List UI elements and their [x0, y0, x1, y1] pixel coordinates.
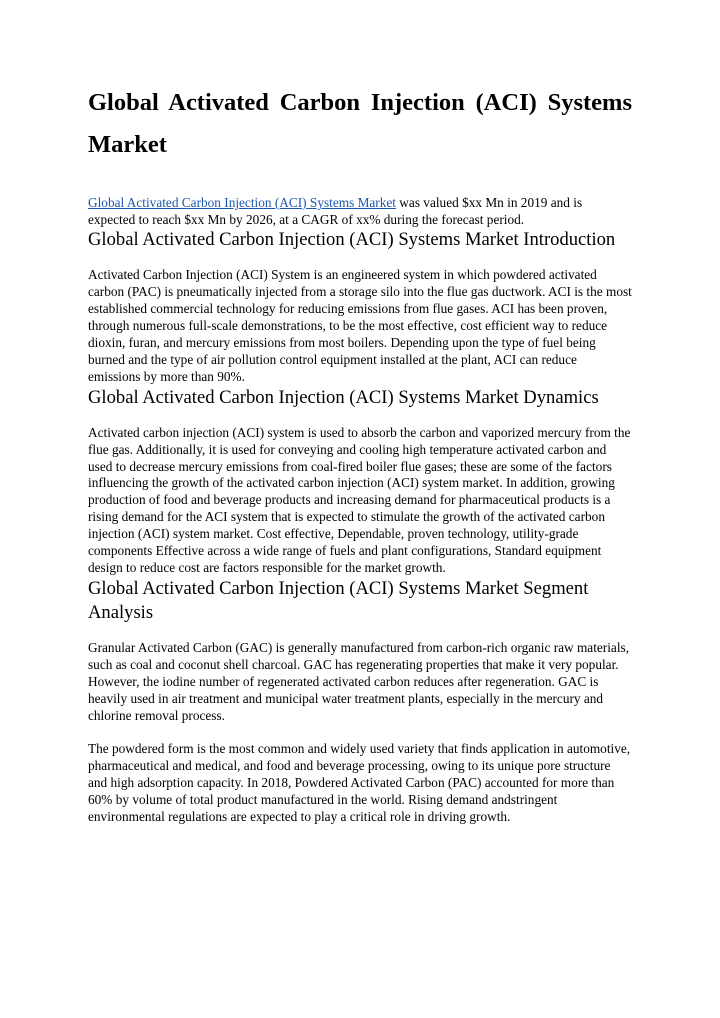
intro-paragraph	[88, 194, 632, 228]
section-segment-analysis	[88, 577, 632, 826]
page-title: Global Activated Carbon Injection (ACI) Systems Market	[88, 89, 632, 158]
market-report-link[interactable]: Global Activated Carbon Injection (ACI) Systems Market	[88, 195, 396, 210]
segment-paragraph-gac: Granular Activated Carbon (GAC) is generally manufactured from carbon-rich organic raw materials, such as coal and coconut shell charcoal. GAC has regenerating properties that make it very popular. However, the iodine number of regenerated activated carbon reduces after regeneration. GAC is heavily used in air treatment and municipal water treatment plants, especially in the mercury and chlorine removal process.	[88, 639, 630, 723]
section-heading-dynamics: Global Activated Carbon Injection (ACI) Systems Market Dynamics	[88, 386, 599, 408]
section-heading-introduction: Global Activated Carbon Injection (ACI) Systems Market Introduction	[88, 229, 616, 251]
introduction-paragraph: Activated Carbon Injection (ACI) System is an engineered system in which powdered activated carbon (PAC) is pneumatically injected from a storage silo into the flue gas ductwork. ACI is the most established commercial technology for reducing emissions from flue gases. ACI has been proven, through numerous full-scale demonstrations, to be the most effective, cost efficient way to reduce dioxin, furan, and mercury emissions from most boilers. Depending upon the type of fuel being burned and the type of air pollution control equipment installed at the plant, ACI can reduce emissions by more than 90%.	[88, 267, 632, 384]
section-introduction	[88, 228, 632, 385]
dynamics-paragraph: Activated carbon injection (ACI) system is used to absorb the carbon and vaporized mercury from the flue gas. Additionally, it is used for conveying and cooling high temperature activated carbon and used to decrease mercury emissions from coal-fired boiler flue gases; these are some of the factors influencing the growth of the activated carbon injection (ACI) system market. In addition, growing production of food and beverage products and increasing demand for pharmaceutical products is a rising demand for the ACI system that is expected to stimulate the growth of the activated carbon injection (ACI) system market. Cost effective, Dependable, proven technology, utility-grade components Effective across a wide range of fuels and plant configurations, Standard equipment design to reduce cost are factors responsible for the market growth.	[88, 424, 631, 575]
intro-text: was valued $xx Mn in 2019 and is expected to reach $xx Mn by 2026, at a CAGR of xx% during the forecast period.	[88, 195, 583, 228]
section-heading-segment-analysis: Global Activated Carbon Injection (ACI) Systems Market Segment Analysis	[88, 577, 589, 623]
section-dynamics	[88, 386, 632, 577]
segment-paragraph-pac: The powdered form is the most common and widely used variety that finds application in automotive, pharmaceutical and medical, and food and beverage processing, owing to its unique pore structure and high adsorption capacity. In 2018, Powdered Activated Carbon (PAC) accounted for more than 60% by volume of total product manufactured in the world. Rising demand andstringent environmental regulations are expected to play a critical role in driving growth.	[88, 741, 631, 825]
